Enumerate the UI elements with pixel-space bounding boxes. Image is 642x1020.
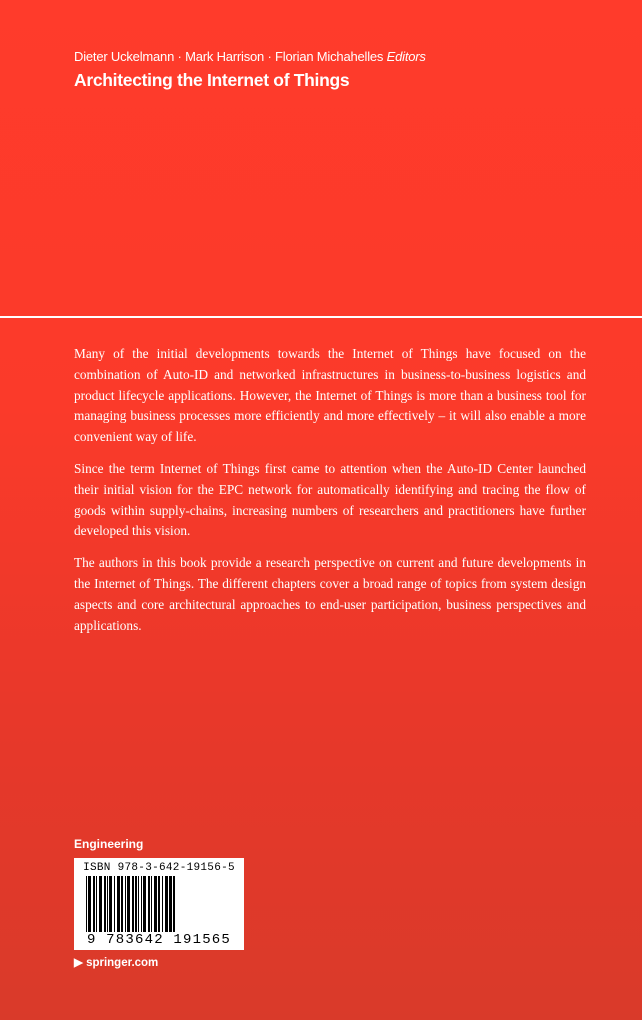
barcode-bar	[154, 876, 157, 932]
editors-line	[74, 49, 426, 64]
divider-rule	[0, 316, 642, 318]
blurb-text	[74, 344, 586, 647]
subject-category: Engineering	[74, 837, 144, 851]
barcode-bar	[158, 876, 160, 932]
barcode-bar	[169, 876, 172, 940]
barcode-digits: 9 783642 191565	[86, 932, 232, 948]
barcode-bar	[141, 876, 142, 932]
barcode-bar	[127, 876, 130, 932]
barcode-bar	[93, 876, 95, 932]
barcode-bars	[84, 876, 234, 940]
blurb-paragraph-1: Many of the initial developments towards the Internet of Things have focused on the combination of Auto-ID and networked infrastructures in business-to-business logistics and product lifecycle applications. However, the Internet of Things is more than a business tool for managing business processes more efficiently and more effectively – it will also enable a more convenient way of life.	[74, 346, 586, 445]
editors-role: Editors	[386, 49, 426, 64]
publisher-link[interactable]	[74, 955, 158, 969]
barcode-bar	[135, 876, 137, 932]
barcode-bar	[132, 876, 134, 932]
barcode-bar	[151, 876, 152, 932]
barcode-bar	[125, 876, 126, 932]
barcode-bar	[109, 876, 112, 932]
barcode-bar	[117, 876, 120, 932]
barcode-bar	[107, 876, 108, 932]
barcode-bar	[86, 876, 87, 940]
barcode-bar	[165, 876, 168, 932]
barcode-bar	[162, 876, 163, 932]
barcode-bar	[173, 876, 175, 940]
barcode-bar	[96, 876, 97, 932]
book-title: Architecting the Internet of Things	[74, 70, 350, 90]
arrow-icon: ▶	[74, 957, 83, 969]
barcode-bar	[148, 876, 150, 932]
blurb-paragraph-2: Since the term Internet of Things first came to attention when the Auto-ID Center launched their initial vision for the EPC network for automatically identifying and tracing the flow of goods within supply-chains, increasing numbers of researchers and practitioners have further developed this vision.	[74, 460, 586, 539]
barcode-bar	[143, 876, 146, 932]
isbn-barcode	[74, 858, 244, 950]
barcode-bar	[121, 876, 123, 932]
isbn-label: ISBN 978-3-642-19156-5	[83, 862, 235, 874]
barcode-bar	[114, 876, 115, 932]
publisher-url: springer.com	[86, 957, 159, 969]
barcode-bar	[104, 876, 106, 932]
barcode-bar	[88, 876, 91, 940]
barcode-bar	[138, 876, 139, 932]
barcode-bar	[99, 876, 102, 932]
blurb-paragraph-3: The authors in this book provide a research perspective on current and future developments in the Internet of Things. The different chapters cover a broad range of topics from system design aspects and core architectural approaches to end-user participation, business perspectives and applications.	[74, 555, 586, 633]
editors-names: Dieter Uckelmann · Mark Harrison · Florian Michahelles	[74, 49, 384, 64]
